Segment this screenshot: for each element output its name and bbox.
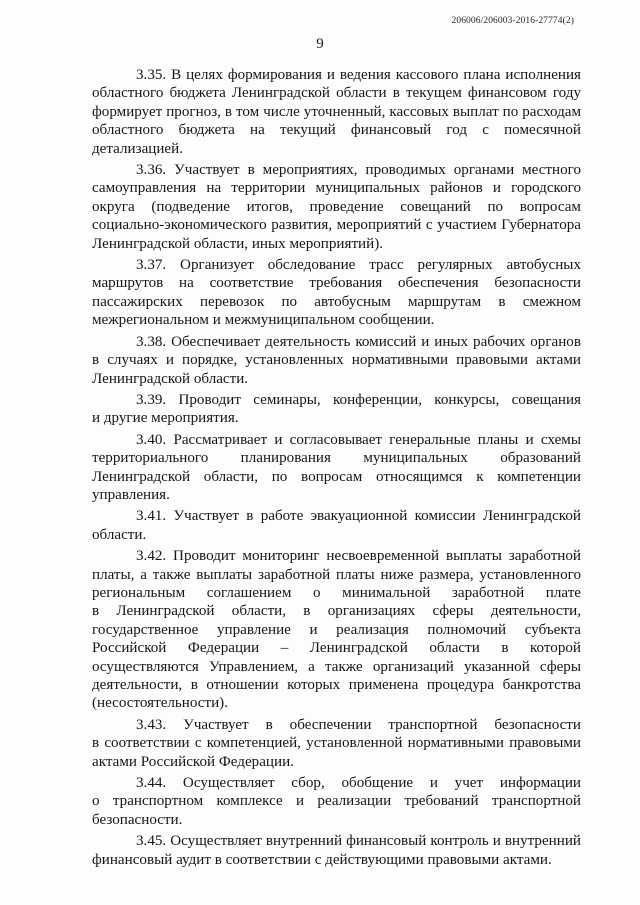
paragraph-line: в случаях и порядке, установленных нормативными правовыми актами: [92, 352, 581, 369]
paragraph-line: Ленинградской области, иных мероприятий).: [92, 235, 384, 252]
paragraph-line: 3.39. Проводит семинары, конференции, конкурсы, совещания: [136, 391, 581, 408]
paragraph-line: Российской Федерации – Ленинградской области в которой: [92, 640, 581, 657]
paragraph-line: актами Российской Федерации.: [92, 753, 294, 770]
paragraph: [92, 547, 581, 713]
paragraph-line: региональным соглашением о минимальной заработной плате: [92, 584, 581, 601]
paragraph: [92, 832, 581, 869]
paragraph-line: Ленинградской области.: [92, 370, 249, 387]
paragraph-line: 3.42. Проводит мониторинг несвоевременной выплаты заработной: [136, 548, 581, 565]
paragraph-line: 3.45. Осуществляет внутренний финансовый контроль и внутренний: [136, 833, 581, 850]
paragraph: [92, 431, 581, 505]
paragraph-line: областного бюджета на текущий финансовый год с помесячной: [92, 122, 581, 139]
paragraph-line: самоуправления на территории муниципальных районов и городского: [92, 180, 581, 197]
paragraph-line: деятельности, в отношении которых применена процедура банкротства: [92, 677, 581, 693]
paragraph-line: 3.44. Осуществляет сбор, обобщение и учет информации: [136, 775, 581, 792]
paragraph-line: осуществляются Управлением, а также организаций указанной сферы: [92, 658, 581, 675]
paragraph: [92, 716, 581, 771]
paragraph: [92, 333, 581, 388]
paragraph-line: 3.38. Обеспечивает деятельность комиссий и иных рабочих органов: [136, 333, 581, 350]
page-number: 9: [316, 36, 324, 52]
document-body: [92, 66, 581, 869]
paragraph-line: финансовый аудит в соответствии с действующими правовыми актами.: [92, 851, 552, 868]
paragraph-line: безопасности.: [92, 811, 183, 828]
paragraph: [92, 256, 581, 330]
paragraph-line: детализацией.: [92, 140, 183, 157]
paragraph-line: и другие мероприятия.: [92, 410, 239, 427]
paragraph-line: области.: [92, 526, 147, 543]
paragraph-line: о транспортном комплексе и реализации требований транспортной: [92, 793, 581, 810]
paragraph-line: формирует прогноз, в том числе уточненный, кассовых выплат по расходам: [92, 103, 581, 120]
paragraph-line: управления.: [92, 486, 170, 503]
paragraph: [92, 774, 581, 829]
paragraph-line: областного бюджета Ленинградской области в текущем финансовом году: [92, 85, 581, 102]
paragraph-line: социально-экономического развития, мероприятий с участием Губернатора: [92, 217, 581, 234]
paragraph-line: межрегиональном и межмуниципальном сообщении.: [92, 312, 435, 329]
paragraph: [92, 507, 581, 544]
paragraph-line: платы, а также выплаты заработной платы ниже размера, установленного: [92, 566, 581, 583]
paragraph: [92, 66, 581, 158]
document-registration-number: 206006/206003-2016-27774(2): [451, 16, 574, 26]
paragraph-line: 3.41. Участвует в работе эвакуационной комиссии Ленинградской: [136, 508, 581, 525]
paragraph-line: (несостоятельности).: [92, 695, 228, 712]
paragraph: [92, 161, 581, 253]
paragraph-line: 3.36. Участвует в мероприятиях, проводимых органами местного: [136, 162, 581, 179]
paragraph-line: 3.37. Организует обследование трасс регулярных автобусных: [136, 257, 581, 274]
paragraph-line: 3.43. Участвует в обеспечении транспортной безопасности: [136, 716, 581, 733]
paragraph: [92, 391, 581, 428]
paragraph-line: маршрутов на соответствие требования обеспечения безопасности: [92, 275, 581, 292]
paragraph-line: округа (подведение итогов, проведение совещаний по вопросам: [92, 198, 581, 215]
paragraph-line: территориального планирования муниципальных образований: [92, 450, 581, 467]
paragraph-line: государственное управление и реализация полномочий субъекта: [92, 621, 581, 638]
paragraph-line: в соответствии с компетенцией, установленной нормативными правовыми: [92, 735, 581, 752]
paragraph-line: пассажирских перевозок по автобусным маршрутам в смежном: [92, 293, 581, 310]
paragraph-line: Ленинградской области, по вопросам относящимся к компетенции: [92, 468, 581, 485]
paragraph-line: в Ленинградской области, в организациях сферы деятельности,: [92, 603, 581, 620]
paragraph-line: 3.35. В целях формирования и ведения кассового плана исполнения: [136, 67, 581, 83]
paragraph-line: 3.40. Рассматривает и согласовывает генеральные планы и схемы: [136, 431, 581, 448]
